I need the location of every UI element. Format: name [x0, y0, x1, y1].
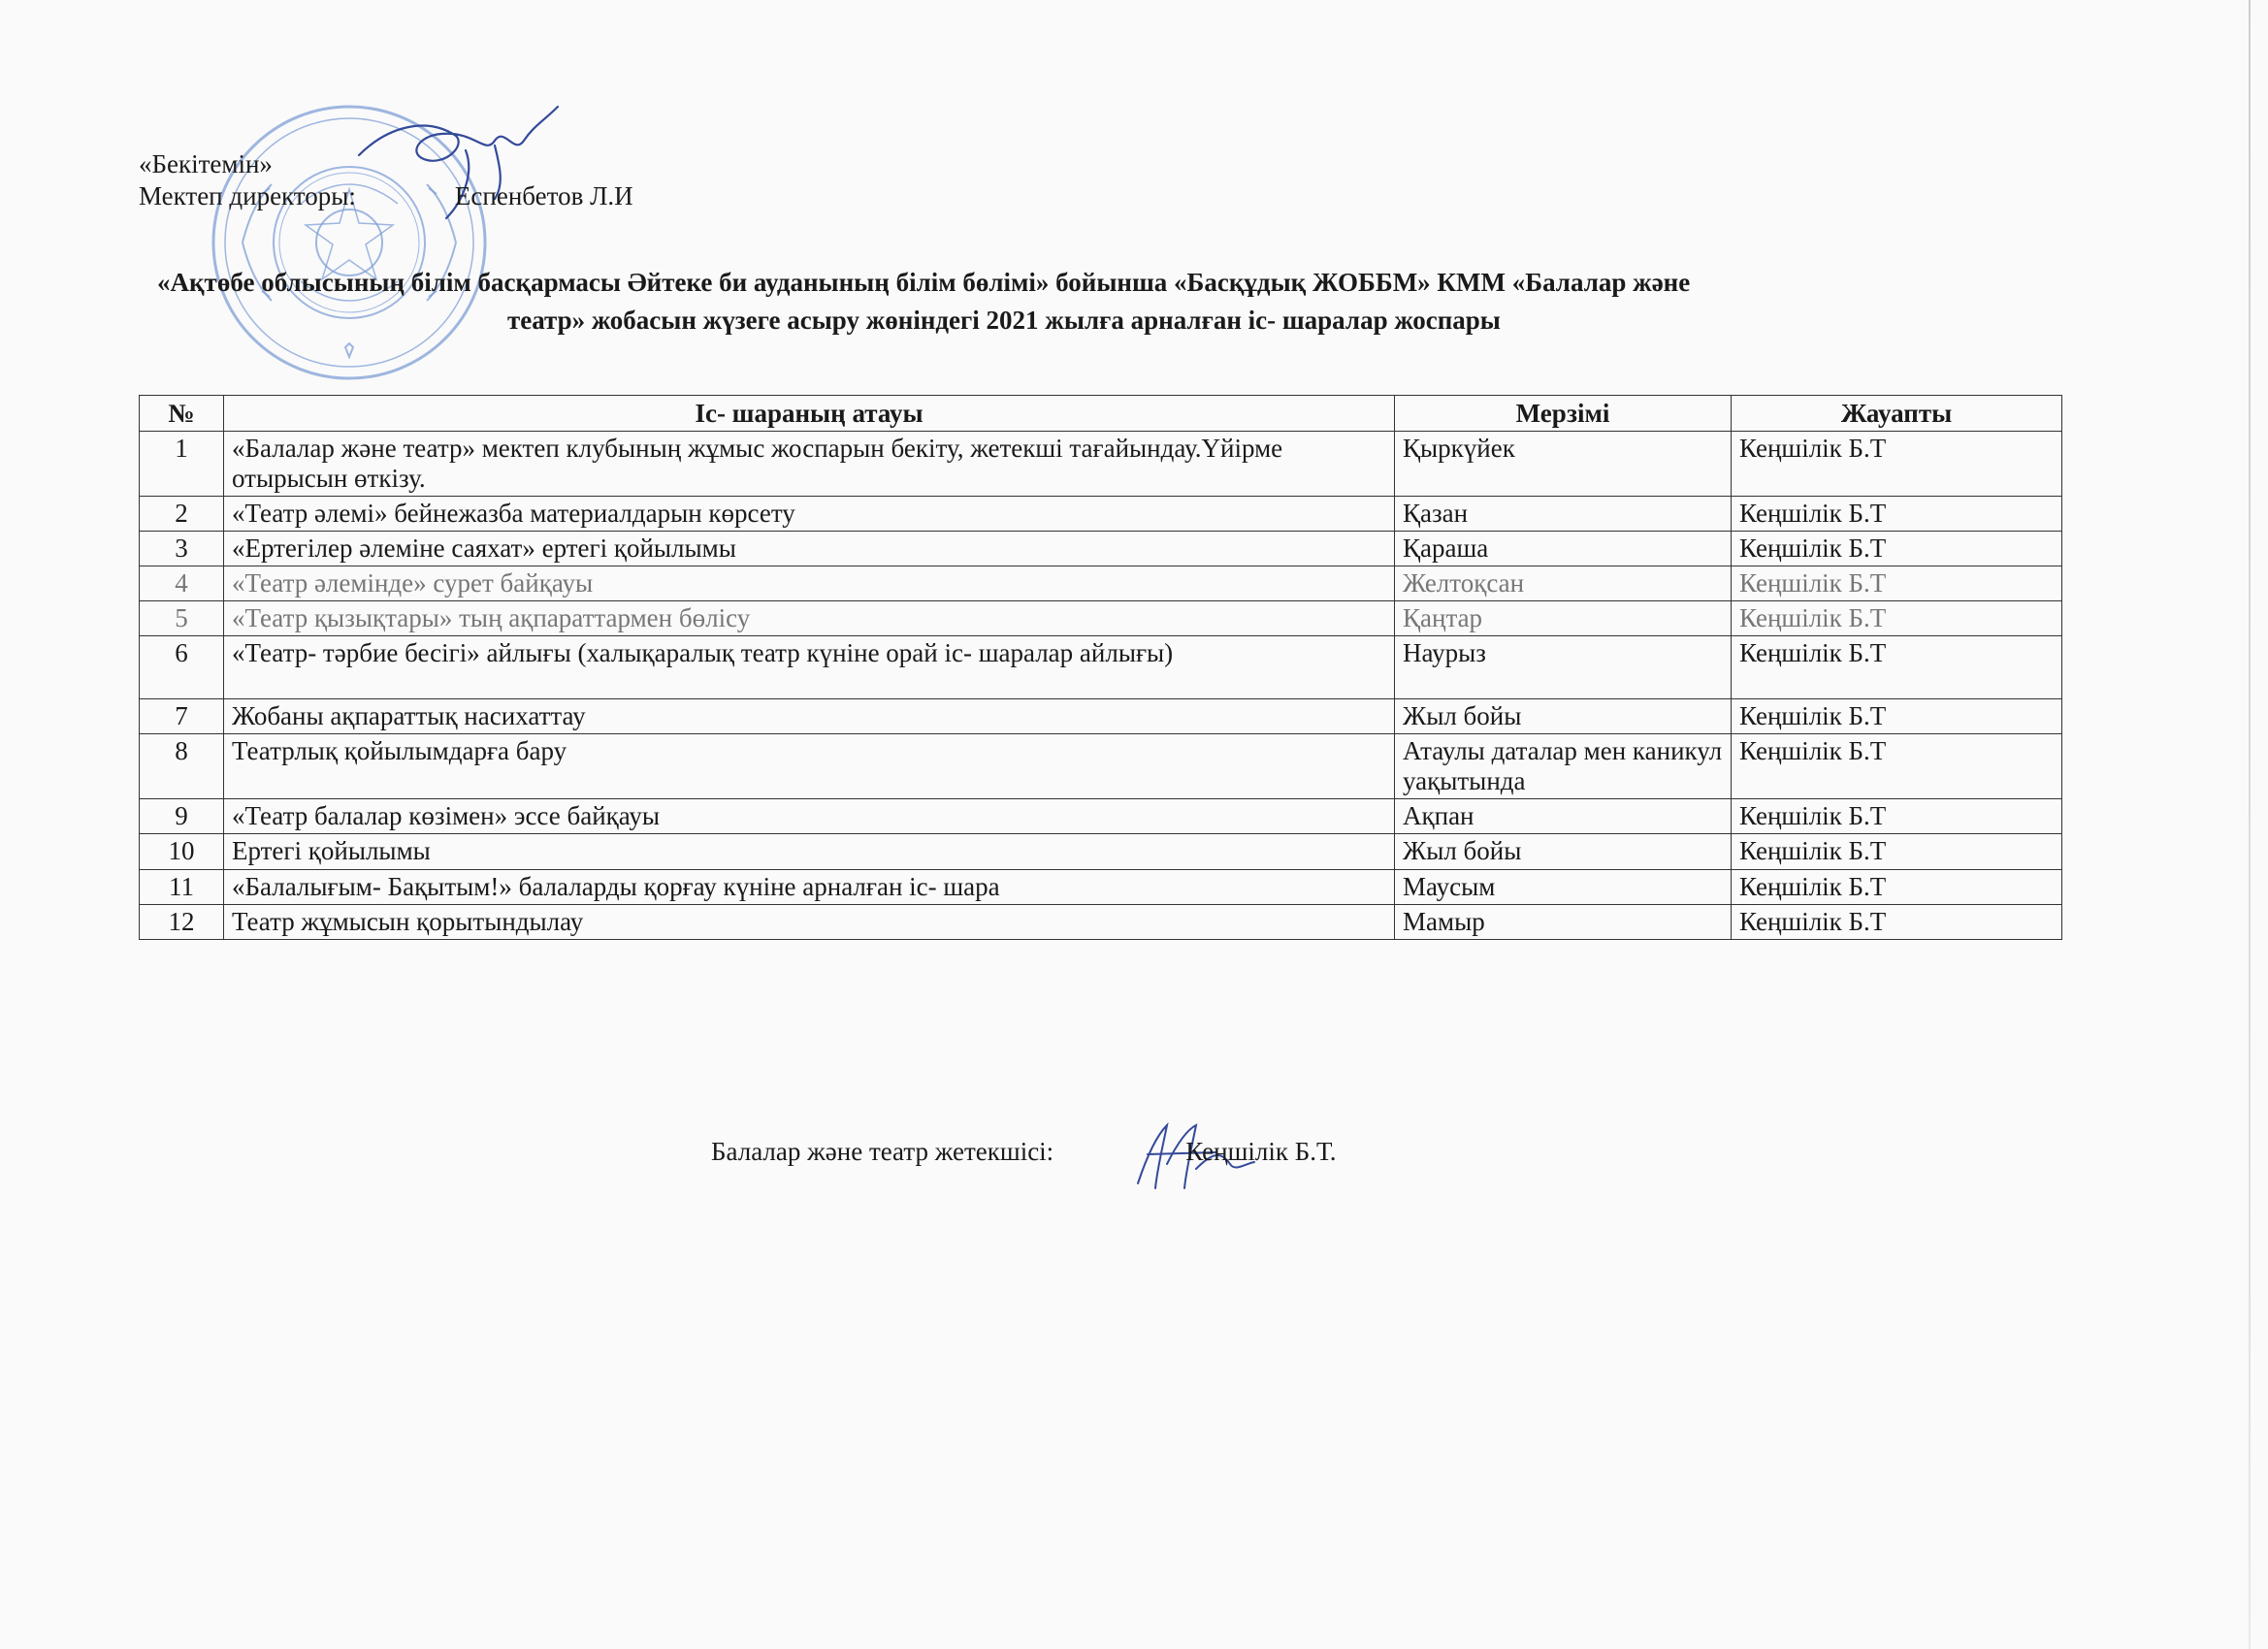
event-name: «Балалығым- Бақытым!» балаларды қорғау күніне арналған іс- шара [224, 869, 1395, 904]
event-term: Мамыр [1395, 904, 1732, 939]
row-number: 4 [140, 566, 224, 601]
event-term: Қыркүйек [1395, 432, 1732, 497]
row-number: 5 [140, 601, 224, 636]
event-responsible: Кеңшілік Б.Т [1732, 601, 2062, 636]
event-term: Жыл бойы [1395, 699, 1732, 734]
table-row [140, 532, 2062, 566]
event-term: Қазан [1395, 497, 1732, 532]
event-name: «Ертегілер әлеміне саяхат» ертегі қойылымы [224, 532, 1395, 566]
event-responsible: Кеңшілік Б.Т [1732, 566, 2062, 601]
table-row [140, 497, 2062, 532]
table-row [140, 699, 2062, 734]
event-responsible: Кеңшілік Б.Т [1732, 904, 2062, 939]
leader-line [711, 1137, 1337, 1167]
event-name: Ертегі қойылымы [224, 834, 1395, 869]
header-number: № [140, 396, 224, 432]
event-term: Ақпан [1395, 799, 1732, 834]
row-number: 2 [140, 497, 224, 532]
table-row [140, 799, 2062, 834]
event-name: «Театр әлемі» бейнежазба материалдарын көрсету [224, 497, 1395, 532]
director-label: Мектеп директоры: [139, 180, 356, 210]
header-term: Мерзімі [1395, 396, 1732, 432]
row-number: 9 [140, 799, 224, 834]
approval-block [139, 148, 633, 212]
row-number: 6 [140, 636, 224, 699]
leader-label: Балалар және театр жетекшісі: [711, 1137, 1054, 1166]
event-name: «Театр балалар көзімен» эссе байқауы [224, 799, 1395, 834]
event-name: «Театр- тәрбие бесігі» айлығы (халықаралық театр күніне орай іс- шаралар айлығы) [224, 636, 1395, 699]
event-term: Жыл бойы [1395, 834, 1732, 869]
document-title [116, 264, 2134, 340]
row-number: 12 [140, 904, 224, 939]
event-name: «Балалар және театр» мектеп клубының жұмыс жоспарын бекіту, жетекші тағайындау.Үйірме отырысын өткізу. [224, 432, 1395, 497]
event-responsible: Кеңшілік Б.Т [1732, 869, 2062, 904]
event-term: Желтоқсан [1395, 566, 1732, 601]
header-responsible: Жауапты [1732, 396, 2062, 432]
event-responsible: Кеңшілік Б.Т [1732, 636, 2062, 699]
event-responsible: Кеңшілік Б.Т [1732, 497, 2062, 532]
table-row [140, 566, 2062, 601]
event-term: Маусым [1395, 869, 1732, 904]
row-number: 11 [140, 869, 224, 904]
event-responsible: Кеңшілік Б.Т [1732, 734, 2062, 799]
events-plan-table [139, 395, 2062, 940]
event-responsible: Кеңшілік Б.Т [1732, 699, 2062, 734]
event-responsible: Кеңшілік Б.Т [1732, 532, 2062, 566]
director-name: Еспенбетов Л.И [454, 180, 633, 210]
table-row [140, 834, 2062, 869]
title-line-1: «Ақтөбе облысының білім басқармасы Әйтеке би ауданының білім бөлімі» бойынша «Басқұдық ЖОББМ» КММ «Балалар және [157, 268, 1691, 297]
table-row [140, 904, 2062, 939]
table-row [140, 636, 2062, 699]
scan-edge [2249, 0, 2251, 1649]
event-name: «Театр әлемінде» сурет байқауы [224, 566, 1395, 601]
event-name: «Театр қызықтары» тың ақпараттармен бөлісу [224, 601, 1395, 636]
event-name: Театр жұмысын қорытындылау [224, 904, 1395, 939]
row-number: 10 [140, 834, 224, 869]
header-event-name: Іс- шараның атауы [224, 396, 1395, 432]
event-term: Атаулы даталар мен каникул уақытында [1395, 734, 1732, 799]
table-row [140, 432, 2062, 497]
table-row [140, 601, 2062, 636]
event-name: Театрлық қойылымдарға бару [224, 734, 1395, 799]
row-number: 1 [140, 432, 224, 497]
row-number: 8 [140, 734, 224, 799]
approve-label: «Бекітемін» [139, 149, 273, 178]
event-term: Наурыз [1395, 636, 1732, 699]
event-responsible: Кеңшілік Б.Т [1732, 834, 2062, 869]
event-name: Жобаны ақпараттық насихаттау [224, 699, 1395, 734]
table-header-row [140, 396, 2062, 432]
event-responsible: Кеңшілік Б.Т [1732, 432, 2062, 497]
leader-name: Кеңшілік Б.Т. [1185, 1137, 1337, 1166]
row-number: 3 [140, 532, 224, 566]
row-number: 7 [140, 699, 224, 734]
table-row [140, 734, 2062, 799]
title-line-2: театр» жобасын жүзеге асыру жөніндегі 2021 жылға арналған іс- шаралар жоспары [507, 306, 1501, 336]
event-term: Қараша [1395, 532, 1732, 566]
table-row [140, 869, 2062, 904]
event-responsible: Кеңшілік Б.Т [1732, 799, 2062, 834]
event-term: Қаңтар [1395, 601, 1732, 636]
director-line [139, 180, 633, 212]
